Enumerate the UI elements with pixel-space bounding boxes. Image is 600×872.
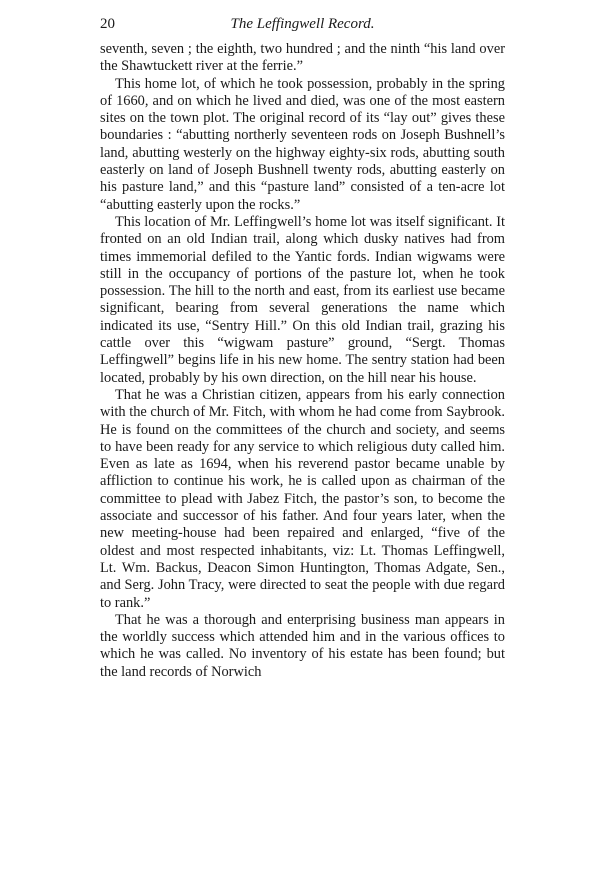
- body-text: [100, 41, 505, 681]
- running-title: The Leffingwell Record.: [230, 16, 375, 32]
- paragraph-continuation: seventh, seven ; the eighth, two hundred ; and the ninth “his land over the Shawtuckett river at the ferrie.”: [100, 41, 505, 75]
- running-head: [100, 14, 505, 38]
- paragraph-business-man: That he was a thorough and enterprising business man appears in the worldly success which attended him and in the various offices to which he was called. No inventory of his estate has been found; but the land records of Norwich: [100, 611, 505, 680]
- page-number: 20: [100, 16, 115, 32]
- paragraph-location: This location of Mr. Leffingwell’s home lot was itself significant. It fronted on an old Indian trail, along which dusky natives had from times immemorial defiled to the Yantic fords. Indian wigwams were still in the occupancy of portions of the pasture lot, when he took possession. The hill to the north and east, from its earliest use became significant, bearing from several generations the name which indicated its use, “Sentry Hill.” On this old Indian trail, grazing his cattle over this “wigwam pasture” ground, “Sergt. Thomas Leffingwell” begins life in his new home. The sentry station had been located, probably by his own direction, on the hill near his house.: [100, 213, 505, 386]
- paragraph-christian-citizen: That he was a Christian citizen, appears from his early connection with the church of Mr. Fitch, with whom he had come from Saybrook. He is found on the committees of the church and society, and seems to have been ready for any service to which religious duty called him. Even as late as 1694, when his reverend pastor became unable by affliction to continue his work, he is called upon as chairman of the committee to plead with Jabez Fitch, the pastor’s son, to become the associate and successor of his father. And four years later, when the new meeting-house had been repaired and enlarged, “five of the oldest and most respected inhabitants, viz: Lt. Thomas Leffingwell, Lt. Wm. Backus, Deacon Simon Huntington, Thomas Adgate, Sen., and Serg. John Tracy, were directed to seat the people with due regard to rank.”: [100, 386, 505, 611]
- book-page: [100, 14, 505, 681]
- paragraph-home-lot: This home lot, of which he took possession, probably in the spring of 1660, and on which he lived and died, was one of the most eastern sites on the town plot. The original record of its “lay out” gives these boundaries : “abutting northerly seventeen rods on Joseph Bushnell’s land, abutting westerly on the highway eighty-six rods, abutting south easterly on land of Joseph Bushnell twenty rods, abutting easterly on his pasture land,” and this “pasture land” consisted of a ten-acre lot “abutting easterly upon the rocks.”: [100, 75, 505, 213]
